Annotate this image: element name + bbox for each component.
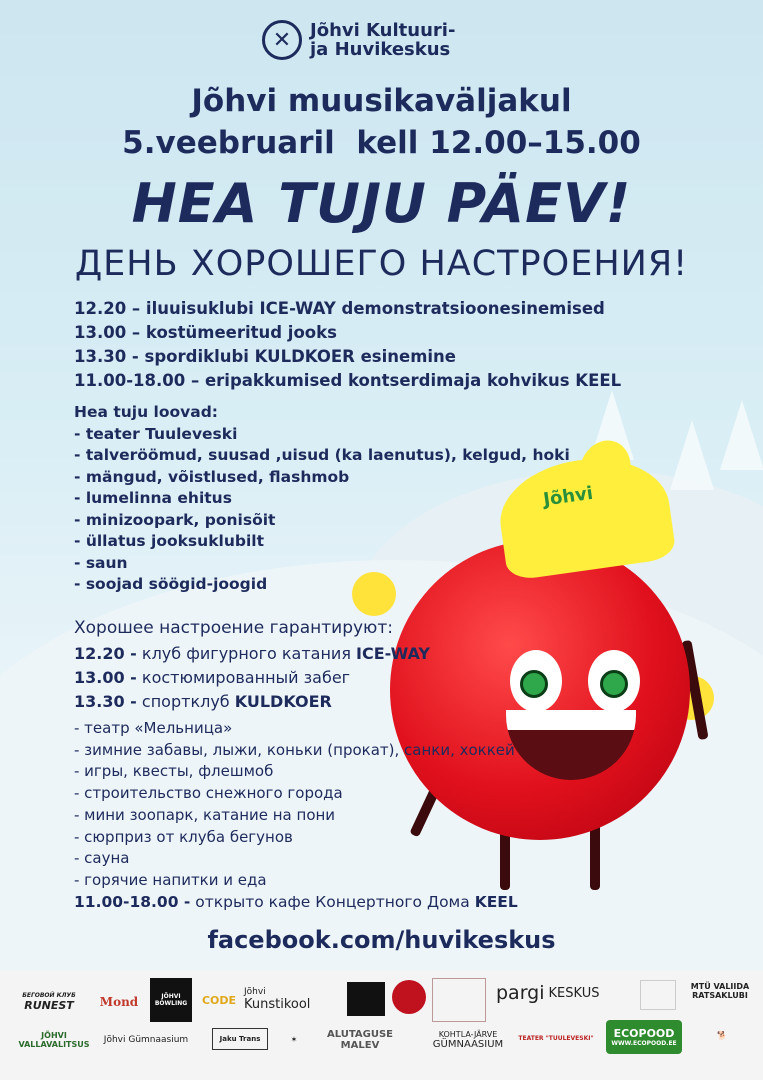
program-ru-text: костюмированный забег: [136, 668, 351, 687]
sponsor-code: CODE: [201, 993, 237, 1007]
hea-tuju-item: - talveröömud, suusad ,uisud (ka laenutus), kelgud, hoki: [74, 446, 570, 464]
program-ru-item: [74, 642, 430, 666]
sponsor-kunstikool: [244, 982, 340, 1016]
sponsor-mond: Mond: [99, 995, 139, 1009]
program-ru-time: 13.30 -: [74, 692, 137, 711]
sponsor-vallavalitsus-top: JÕHVI: [41, 1031, 67, 1040]
sponsor-pargi: [496, 980, 614, 1006]
program-ru-bold: KULDKOER: [234, 692, 332, 711]
sponsor-kunstikool-name: Kunstikool: [244, 996, 311, 1012]
ru-list-item: - зимние забавы, лыжи, коньки (прокат), санки, хоккей: [74, 740, 515, 759]
ru-list-item: - театр «Мельница»: [74, 719, 233, 737]
hea-tuju-item: - lumelinna ehitus: [74, 489, 232, 507]
ru-cafe-text: открыто кафе Концертного Дома: [190, 892, 475, 911]
date-line: 5.veebruaril kell 12.00–15.00: [122, 125, 641, 161]
ru-cafe-bold: KEEL: [474, 892, 518, 911]
program-et-item: 12.20 – iluuisuklubi ICE-WAY demonstratsioonesinemised: [74, 299, 605, 318]
mascot-pupil-left: [520, 670, 548, 698]
sponsor-runest-name: RUNEST: [24, 999, 74, 1012]
sponsor-logo-square: [640, 980, 676, 1010]
ru-list: [74, 718, 518, 913]
sponsor-gymnaasium: Jõhvi Gümnaasium: [103, 1035, 189, 1045]
sponsor-runest: [14, 984, 84, 1020]
program-ru-time: 12.20 -: [74, 644, 137, 663]
mascot-teeth: [506, 710, 636, 730]
sponsor-ecopood: [606, 1020, 682, 1054]
ru-heading: Хорошее настроение гарантируют:: [74, 618, 393, 638]
sponsor-vallavalitsus-name: VALLAVALITSUS: [18, 1040, 90, 1049]
ru-list-item: - игры, квесты, флешмоб: [74, 762, 274, 781]
sponsor-kohtla-top: KOHTLA-JÄRVE: [438, 1030, 498, 1039]
tree-decoration: [670, 420, 714, 490]
org-logo: [262, 20, 455, 60]
ru-list-item: - мини зоопарк, катание на пони: [74, 805, 336, 824]
sponsor-malev: ALUTAGUSE MALEV: [326, 1029, 394, 1051]
hea-tuju-item: - saun: [74, 553, 128, 572]
program-ru: [74, 642, 430, 714]
ru-list-item: - горячие напитки и еда: [74, 870, 267, 889]
program-ru-item: [74, 690, 430, 714]
venue-line: Jõhvi muusikaväljakul: [191, 83, 572, 119]
hea-tuju-item: - minizoopark, ponisõit: [74, 510, 276, 529]
hea-tuju-heading: Hea tuju loovad:: [74, 403, 218, 421]
sponsor-kunstikool-top: Jõhvi: [244, 986, 266, 997]
sponsor-malev-emblem: ✶: [290, 1034, 298, 1044]
facebook-link[interactable]: facebook.com/huvikeskus: [207, 926, 556, 954]
program-et: [74, 297, 621, 393]
sponsor-kuldkoer-dog-logo: 🐕: [717, 1030, 727, 1040]
event-venue-date: [0, 80, 763, 164]
sponsor-bowling: JÕHVI BOWLING: [150, 978, 192, 1022]
org-name-line2: ja Huvikeskus: [310, 39, 451, 60]
program-ru-text: клуб фигурного катания: [136, 644, 357, 663]
ru-list-item: - строительство снежного города: [74, 784, 343, 803]
program-et-item: 13.30 - spordiklubi KULDKOER esinemine: [74, 347, 456, 366]
org-logo-icon: ✕: [262, 20, 302, 60]
ru-cafe: [74, 892, 518, 914]
ru-list-item: - сюрприз от клуба бегунов: [74, 827, 293, 846]
hea-tuju-item: - üllatus jooksuklubilt: [74, 532, 264, 550]
sponsor-kohtla: [428, 1020, 508, 1060]
hea-tuju-list: [74, 402, 570, 596]
sponsor-kohtla-name: GÜMNAASIUM: [432, 1039, 504, 1050]
org-name-line1: Jõhvi Kultuuri-: [310, 20, 456, 41]
event-subtitle-ru: ДЕНЬ ХОРОШЕГО НАСТРОЕНИЯ!: [74, 244, 689, 284]
sponsor-ecopood-url: WWW.ECOPOOD.EE: [611, 1040, 677, 1047]
mascot-hat-label: Jõhvi: [542, 482, 595, 511]
program-ru-text: спортклуб: [136, 692, 235, 711]
sponsor-pargi-keskus: KESKUS: [548, 985, 600, 1001]
org-name: [310, 21, 455, 59]
sponsor-logo-black: [347, 982, 385, 1016]
sponsor-bar: [0, 970, 763, 1080]
tree-decoration: [720, 400, 763, 470]
program-ru-time: 13.00 -: [74, 668, 137, 687]
sponsor-valiida: MTÜ VALIIDA RATSAKLUBI: [690, 982, 750, 1000]
sponsor-ecopood-name: ECOPOOD: [613, 1027, 675, 1040]
program-ru-bold: ICE-WAY: [356, 644, 430, 663]
event-title: HEA TUJU PÄEV!: [131, 172, 632, 235]
hea-tuju-item: - soojad söögid-joogid: [74, 575, 268, 593]
ru-cafe-time: 11.00-18.00 -: [74, 892, 191, 911]
program-et-item: 11.00-18.00 – eripakkumised kontserdimaja kohvikus KEEL: [74, 371, 622, 390]
mascot-pupil-right: [600, 670, 628, 698]
sponsor-logo-red: [392, 980, 426, 1014]
sponsor-pargi-name: pargi: [496, 982, 545, 1004]
hea-tuju-item: - teater Tuuleveski: [74, 424, 238, 443]
program-et-item: 13.00 – kostümeeritud jooks: [74, 323, 337, 342]
mascot-eye-right: [588, 650, 640, 712]
mascot-eye-left: [510, 650, 562, 712]
sponsor-tuuleveski: TEATER "TUULEVESKI": [518, 1034, 594, 1042]
sponsor-logo-badge: [432, 978, 486, 1022]
ru-list-item: - сауна: [74, 849, 130, 868]
sponsor-runest-top: БЕГОВОЙ КЛУБ: [22, 992, 76, 999]
program-ru-item: [74, 666, 430, 690]
hea-tuju-item: - mängud, võistlused, flashmob: [74, 467, 350, 486]
sponsor-vallavalitsus: [14, 1020, 94, 1060]
sponsor-jaku-trans: Jaku Trans: [212, 1028, 268, 1050]
